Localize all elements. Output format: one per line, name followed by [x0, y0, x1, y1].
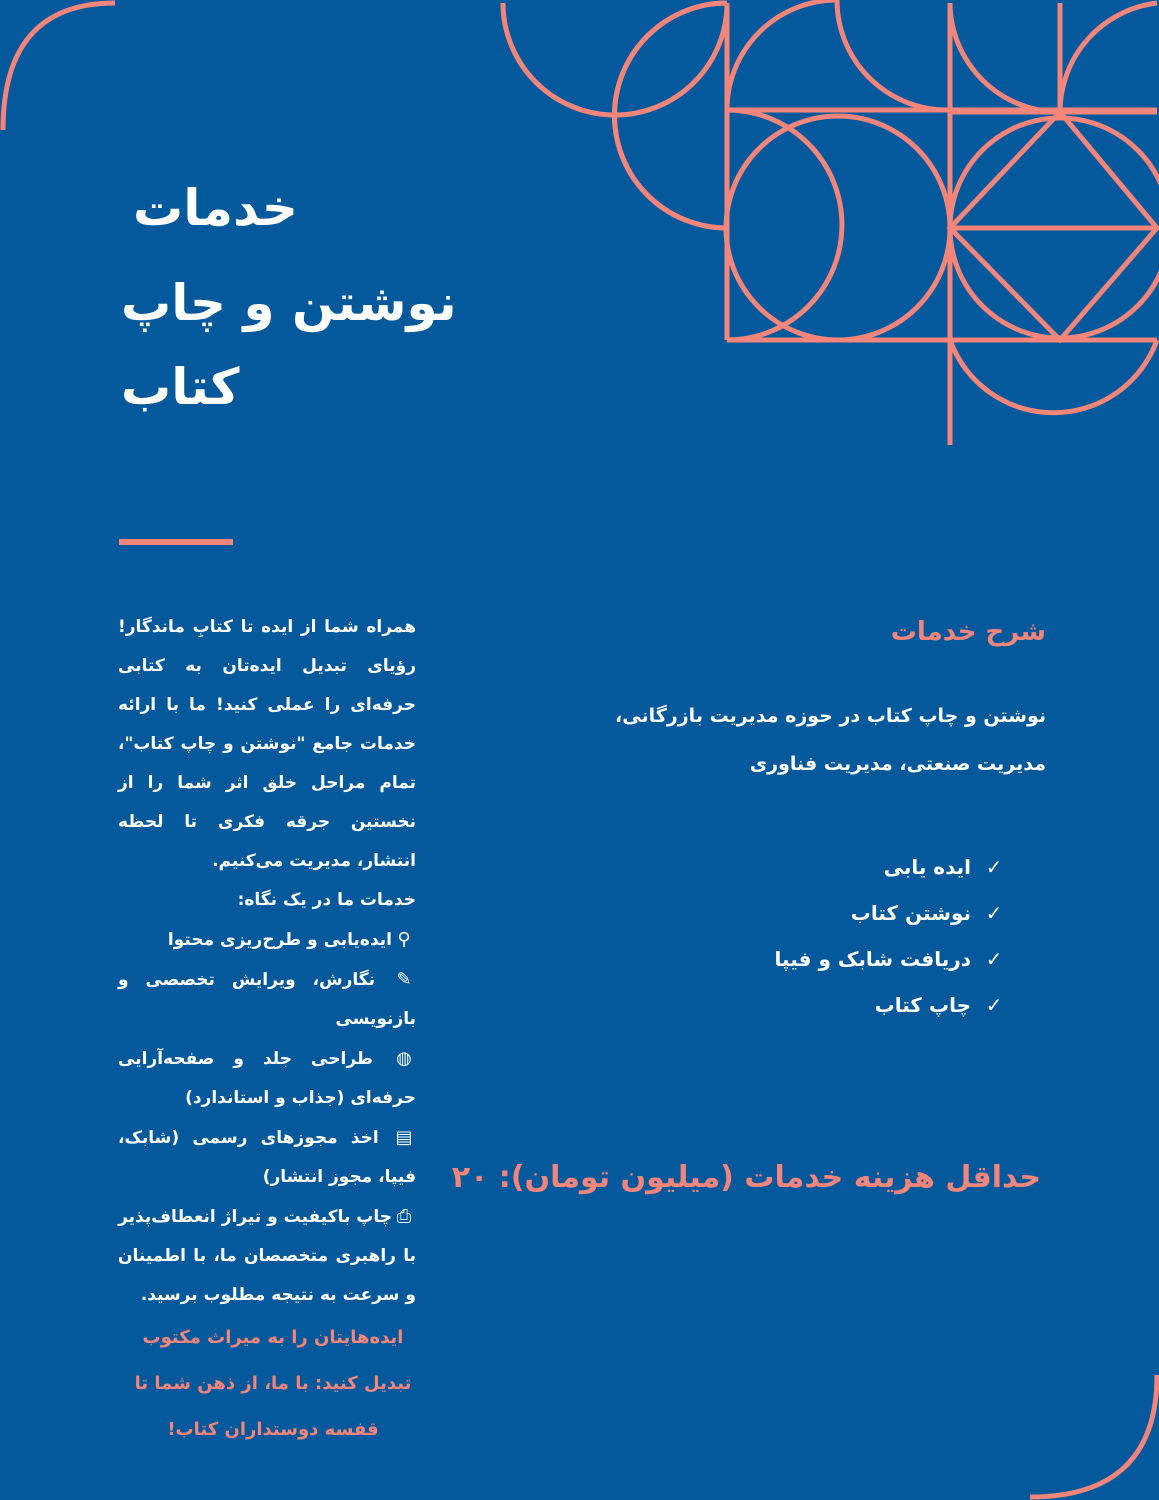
description-text: نوشتن و چاپ کتاب در حوزه مدیریت بازرگانی، مدیریت صنعتی، مدیریت فناوری — [615, 705, 1046, 775]
closing-paragraph: با راهبری متخصصان ما، با اطمینان و سرعت به نتیجه مطلوب برسید. — [118, 1246, 416, 1305]
service-item — [118, 960, 416, 1039]
title-accent-bar — [119, 539, 233, 545]
checklist-item-label: ایده یابی — [883, 855, 972, 879]
pattern-arc-7 — [950, 3, 1060, 112]
intro-column — [118, 608, 416, 1453]
pattern-arc-9 — [950, 340, 1157, 413]
check-icon: ✓ — [985, 947, 1003, 971]
services-heading: خدمات ما در یک نگاه: — [237, 890, 416, 910]
check-icon: ✓ — [985, 901, 1003, 925]
pattern-arc-6 — [727, 110, 842, 340]
checklist-item-label: دریافت شابک و فیپا — [774, 947, 972, 971]
pen-icon: ✎ — [396, 969, 412, 990]
intro-paragraph: همراه شما از ایده تا کتابِ ماندگار! رؤیای تبدیل ایده‌تان به کتابی حرفه‌ای را عملی کنید! ما با ارائه خدمات جامع "نوشتن و چاپ کتاب"، تمام مراحل خلق اثر شما را از نخستین جرقه فکری تا لحظه انتشار، مدیریت می‌کنیم. — [118, 617, 416, 871]
page-title-line-1: خدمات — [133, 179, 298, 237]
printer-icon: ⎙ — [396, 1206, 412, 1227]
service-item — [118, 1118, 416, 1197]
service-checklist — [540, 844, 1046, 1028]
pattern-arc-4 — [727, 0, 837, 110]
page-title-line-3: کتاب — [121, 358, 240, 416]
service-item — [118, 1197, 416, 1237]
service-item-text: چاپ باکیفیت و تیراژ انعطاف‌پذیر — [118, 1207, 392, 1227]
pattern-arc-5 — [837, 0, 947, 110]
description-column — [540, 606, 1046, 1028]
license-icon: ▤ — [395, 1127, 413, 1148]
service-item — [118, 1039, 416, 1118]
pattern-arc-8 — [1060, 3, 1157, 112]
service-item — [118, 920, 416, 960]
checklist-item — [540, 982, 1010, 1028]
top-left-corner-arc — [3, 3, 115, 130]
checklist-item-label: نوشتن کتاب — [850, 901, 972, 925]
service-item-text: اخذ مجوزهای رسمی (شابک، فیپا، مجوز انتشار) — [118, 1128, 416, 1187]
minimum-cost: حداقل هزینه خدمات (میلیون تومان): ۲۰ — [451, 1160, 1041, 1195]
check-icon: ✓ — [985, 855, 1003, 879]
service-item-text: نگارش، ویرایش تخصصی و بازنویسی — [118, 970, 416, 1029]
checklist-item-label: چاپ کتاب — [874, 993, 972, 1017]
page-title-line-2: نوشتن و چاپ — [121, 274, 457, 332]
slogan: ایده‌هایتان را به میراث مکتوب تبدیل کنید: با ما، از ذهن شما تا قفسه دوستداران کتاب! — [134, 1327, 412, 1440]
checklist-item — [540, 936, 1010, 982]
checklist-item — [540, 844, 1010, 890]
palette-icon: ◍ — [396, 1048, 412, 1069]
check-icon: ✓ — [985, 993, 1003, 1017]
description-heading: شرح خدمات — [890, 617, 1046, 647]
service-item-text: طراحی جلد و صفحه‌آرایی حرفه‌ای (جذاب و استاندارد) — [118, 1049, 416, 1108]
bottom-right-corner-arc — [1030, 1375, 1157, 1497]
idea-icon: ⚲ — [397, 929, 411, 950]
checklist-item — [540, 890, 1010, 936]
pattern-circle-1 — [726, 116, 950, 340]
service-item-text: ایده‌یابی و طرح‌ریزی محتوا — [167, 930, 392, 950]
